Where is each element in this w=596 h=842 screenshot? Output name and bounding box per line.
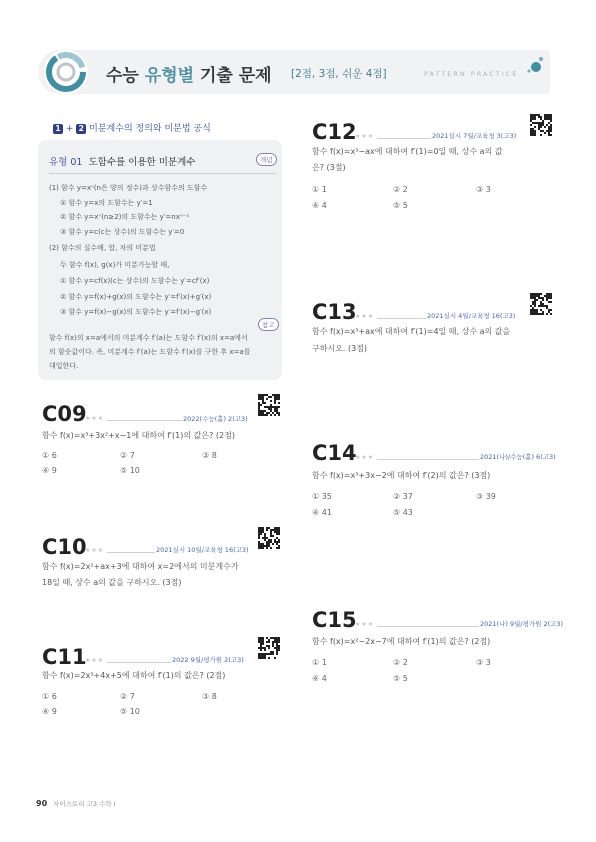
note-line: 함수 f(x)의 x=a에서의 미분계수 f′(a)는 도함수 f′(x)의 x=a에서 [49,334,248,342]
page-title: 수능 유형별 기출 문제 [106,66,272,86]
answer-choice[interactable]: ④ 4 [312,201,327,210]
answer-choice[interactable]: ④ 9 [42,466,57,475]
problem-question: 18일 때, 상수 a의 값을 구하시오. (3점) [42,578,182,587]
problem-question: 함수 f(x)=x³+ax에 대하여 f′(1)=4일 때, 상수 a의 값을 [312,327,511,336]
problem-question: 함수 f(x)=2x³+4x+5에 대하여 f′(1)의 값은? (2점) [42,671,226,680]
answer-choice[interactable]: ① 35 [312,492,332,501]
problem-source: 2021실시 4월/교육청 16(고3) [427,312,516,320]
divider [49,173,276,174]
problem-question: 함수 f(x)=x²−2x−7에 대하여 f′(1)의 값은? (2점) [312,637,491,646]
problem-number: C09 [42,402,87,426]
problem-question: 은? (3점) [312,163,346,172]
concept-line: ② 함수 y=f(x)+g(x)의 도함수는 y′=f′(x)+g′(x) [60,293,212,301]
page-number: 90 [36,799,48,808]
concept-line: ② 함수 y=xⁿ(n≥2)의 도함수는 y′=nxⁿ⁻¹ [60,213,190,221]
problem-question: 구하시오. (3점) [312,344,368,353]
answer-choice[interactable]: ① 6 [42,451,57,460]
concept-line: (2) 함수의 실수배, 합, 차의 미분법 [49,244,156,252]
divider [377,318,426,319]
difficulty-stars: ★★★ [85,547,105,554]
concept-badge: 개념 [256,153,277,166]
section-tag: 1 + 2 미분계수의 정의와 미분법 공식 [53,121,211,134]
answer-choice[interactable]: ① 1 [312,658,327,667]
answer-choice[interactable]: ⑤ 10 [120,466,140,475]
problem-number: C12 [312,120,357,144]
difficulty-stars: ★★★ [85,415,105,422]
problem-question: 함수 f(x)=x³−ax에 대하여 f′(1)=0일 때, 상수 a의 값 [312,147,503,156]
concept-line: (1) 함수 y=xⁿ(n은 양의 정수)과 상수함수의 도함수 [49,184,208,192]
difficulty-stars: ★★★ [355,454,375,461]
problem-source: 2022(수능(홀) 2(고3) [183,415,248,423]
divider [107,662,171,663]
concept-line: ③ 함수 y=f(x)−g(x)의 도함수는 y′=f′(x)−g′(x) [60,308,212,316]
divider [377,138,431,139]
concept-line: 두 함수 f(x), g(x)가 미분가능할 때, [60,261,170,269]
qr-code-icon[interactable] [530,114,552,136]
divider [107,420,182,421]
difficulty-stars: ★★★ [85,657,105,664]
problem-number: C11 [42,645,87,669]
qr-code-icon[interactable] [258,394,280,416]
divider [377,459,479,460]
answer-choice[interactable]: ③ 3 [476,185,491,194]
difficulty-stars: ★★★ [355,133,375,140]
answer-choice[interactable]: ③ 8 [202,692,217,701]
problem-number: C15 [312,608,357,632]
pattern-practice-label: PATTERN PRACTICE [424,70,519,78]
problem-source: 2022 9월/평가원 2(고3) [172,656,244,664]
note-badge: 참고 [258,318,279,331]
decorative-dots-icon [524,55,544,75]
concept-line: ③ 함수 y=c(c는 상수)의 도함수는 y′=0 [60,228,185,236]
divider [377,626,479,627]
answer-choice[interactable]: ① 6 [42,692,57,701]
note-line: 의 함숫값이다. 즉, 미분계수 f′(a)는 도함수 f′(x)를 구한 후 x=a를 [49,348,251,356]
ring-logo-icon [44,50,88,94]
problem-source: 2021실시 10월/교육청 16(고3) [156,546,249,554]
answer-choice[interactable]: ③ 39 [476,492,496,501]
problem-number: C13 [312,300,357,324]
concept-line: ① 함수 y=x의 도함수는 y′=1 [60,199,153,207]
answer-choice[interactable]: ③ 3 [476,658,491,667]
page-subtitle: [2점, 3점, 쉬운 4점] [291,68,387,80]
divider [107,552,155,553]
answer-choice[interactable]: ① 1 [312,185,327,194]
problem-source: 2021(나) 9월/평가원 2(고3) [480,620,564,628]
answer-choice[interactable]: ② 7 [120,692,135,701]
problem-number: C14 [312,441,357,465]
qr-code-icon[interactable] [530,293,552,315]
note-line: 대입한다. [49,362,79,370]
problem-question: 함수 f(x)=2x²+ax+3에 대하여 x=2에서의 미분계수가 [42,562,239,571]
answer-choice[interactable]: ④ 41 [312,508,332,517]
answer-choice[interactable]: ⑤ 10 [120,707,140,716]
problem-question: 함수 f(x)=x³+3x²+x−1에 대하여 f′(1)의 값은? (2점) [42,431,235,440]
difficulty-stars: ★★★ [355,621,375,628]
answer-choice[interactable]: ④ 9 [42,707,57,716]
concept-line: ① 함수 y=cf(x)(c는 상수)의 도함수는 y′=cf′(x) [60,277,210,285]
book-title: 자이스토리 고3 수학 I [53,800,116,808]
answer-choice[interactable]: ③ 8 [202,451,217,460]
answer-choice[interactable]: ② 37 [393,492,413,501]
answer-choice[interactable]: ② 2 [393,185,408,194]
answer-choice[interactable]: ⑤ 5 [393,674,408,683]
problem-source: 2021(나)/수능(홀) 6(고3) [480,453,556,461]
answer-choice[interactable]: ⑤ 43 [393,508,413,517]
problem-source: 2021실시 7월/교육청 3(고3) [432,132,517,140]
answer-choice[interactable]: ② 2 [393,658,408,667]
answer-choice[interactable]: ② 7 [120,451,135,460]
type-heading: 유형 01 도함수를 이용한 미분계수 [49,157,196,168]
answer-choice[interactable]: ④ 4 [312,674,327,683]
problem-question: 함수 f(x)=x³+3x−2에 대하여 f′(2)의 값은? (3점) [312,471,491,480]
page-footer [36,799,116,808]
qr-code-icon[interactable] [258,527,280,549]
answer-choice[interactable]: ⑤ 5 [393,201,408,210]
problem-number: C10 [42,535,87,559]
qr-code-icon[interactable] [258,637,280,659]
difficulty-stars: ★★★ [355,313,375,320]
